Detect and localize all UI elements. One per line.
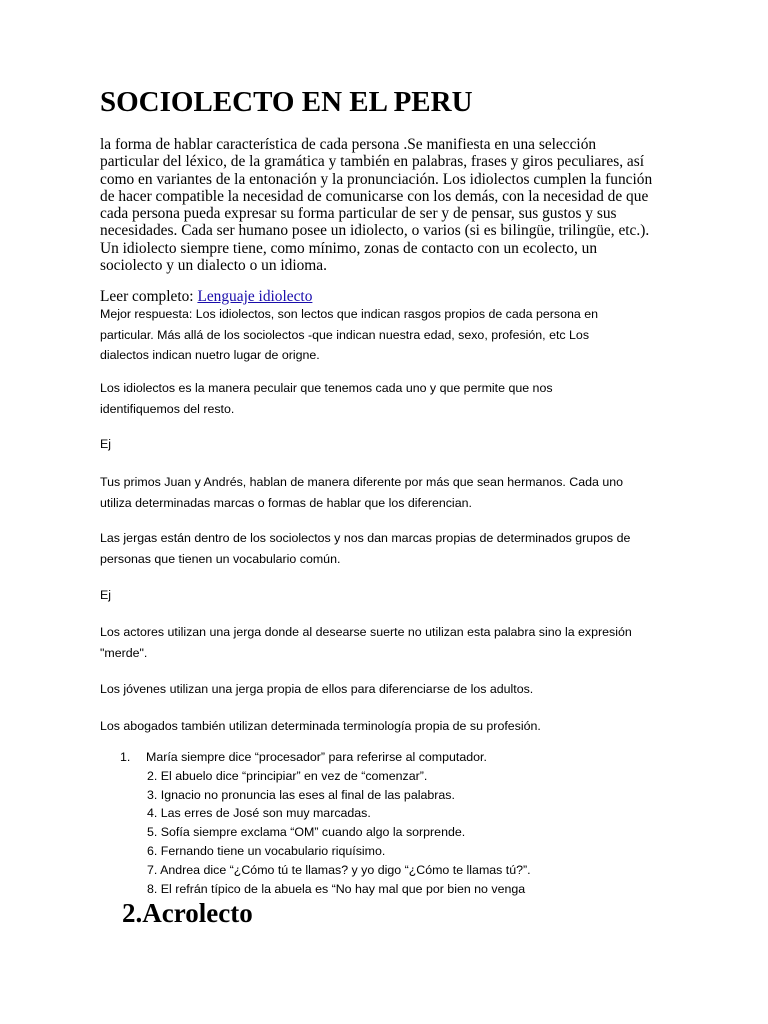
paragraph-line: Los jóvenes utilizan una jerga propia de ellos para diferenciarse de los adultos. (100, 682, 534, 696)
paragraph-line: utiliza determinadas marcas o formas de hablar que los diferencian. (100, 495, 472, 510)
paragraph-line: Las jergas están dentro de los sociolectos y nos dan marcas propias de determinados grupos de (100, 531, 631, 545)
list-item: 2. El abuelo dice “principiar” en vez de “comenzar”. (147, 768, 428, 783)
jergas-paragraph (100, 528, 630, 569)
paragraph-line: Los actores utilizan una jerga donde al desearse suerte no utilizan esta palabra sino la expresión (100, 625, 632, 639)
example-list (147, 767, 531, 899)
paragraph-line: "merde". (100, 645, 148, 660)
list-item: 8. El refrán típico de la abuela es “No hay mal que por bien no venga (147, 881, 526, 896)
intro-line: necesidades. Cada ser humano posee un idiolecto, o varios (si es bilingüe, trilingüe, etc.). (100, 222, 650, 240)
list-item: 7. Andrea dice “¿Cómo tú te llamas? y yo digo “¿Cómo te llamas tú?”. (147, 862, 531, 877)
abogados-paragraph (100, 716, 541, 736)
paragraph-line: identifiquemos del resto. (100, 401, 235, 416)
paragraph-line: Los abogados también utilizan determinada terminología propia de su profesión. (100, 719, 541, 733)
paragraph-line: personas que tienen un vocabulario común. (100, 551, 341, 566)
list-item (120, 748, 487, 767)
paragraph-line: Los idiolectos es la manera peculair que tenemos cada uno y que permite que nos (100, 381, 553, 395)
primos-paragraph (100, 472, 623, 513)
intro-line: como en variantes de la entonación y la pronunciación. Los idiolectos cumplen la función (100, 170, 653, 188)
actores-paragraph (100, 622, 632, 663)
read-more-prefix: Leer completo: (100, 288, 198, 305)
example-label (100, 585, 111, 605)
paragraph-line: Tus primos Juan y Andrés, hablan de manera diferente por más que sean hermanos. Cada uno (100, 475, 624, 489)
intro-line: Un idiolecto siempre tiene, como mínimo, zonas de contacto con un ecolecto, un (100, 239, 598, 257)
intro-line: la forma de hablar característica de cada persona .Se manifiesta en una selección (100, 136, 597, 153)
paragraph-line: particular. Más allá de los sociolectos -que indican nuestra edad, sexo, profesión, etc Los (100, 327, 590, 342)
best-answer-paragraph (100, 304, 598, 366)
example-label-text: Ej (100, 588, 112, 602)
paragraph-line: dialectos indican nuetro lugar de origne. (100, 348, 320, 362)
intro-line: particular del léxico, de la gramática y también en palabras, frases y giros peculiares, así (100, 153, 645, 171)
intro-paragraph (100, 136, 660, 274)
read-more-line (100, 288, 312, 305)
paragraph-line: Mejor respuesta: Los idiolectos, son lectos que indican rasgos propios de cada persona en (100, 307, 598, 321)
intro-line: de hacer compatible la necesidad de comunicarse con los demás, con la necesidad de que (100, 187, 649, 205)
list-number: 1. (120, 750, 131, 764)
example-label (100, 434, 111, 454)
section-heading: 2.Acrolecto (122, 898, 253, 928)
page-title: SOCIOLECTO EN EL PERU (100, 86, 473, 118)
jovenes-paragraph (100, 679, 533, 699)
list-item: 4. Las erres de José son muy marcadas. (147, 806, 371, 821)
list-item: 3. Ignacio no pronuncia las eses al final de las palabras. (147, 787, 455, 802)
list-item: 5. Sofía siempre exclama “OM” cuando algo la sorprende. (147, 825, 466, 840)
example-label-text: Ej (100, 437, 112, 451)
intro-line: sociolecto y un dialecto o un idioma. (100, 257, 327, 275)
read-more-link[interactable]: Lenguaje idiolecto (197, 288, 313, 305)
intro-line: cada persona pueda expresar su forma particular de ser y de pensar, sus gustos y sus (100, 205, 617, 223)
idiolectos-paragraph (100, 378, 553, 419)
list-item-text: María siempre dice “procesador” para referirse al computador. (146, 750, 487, 764)
list-item: 6. Fernando tiene un vocabulario riquísimo. (147, 843, 386, 858)
